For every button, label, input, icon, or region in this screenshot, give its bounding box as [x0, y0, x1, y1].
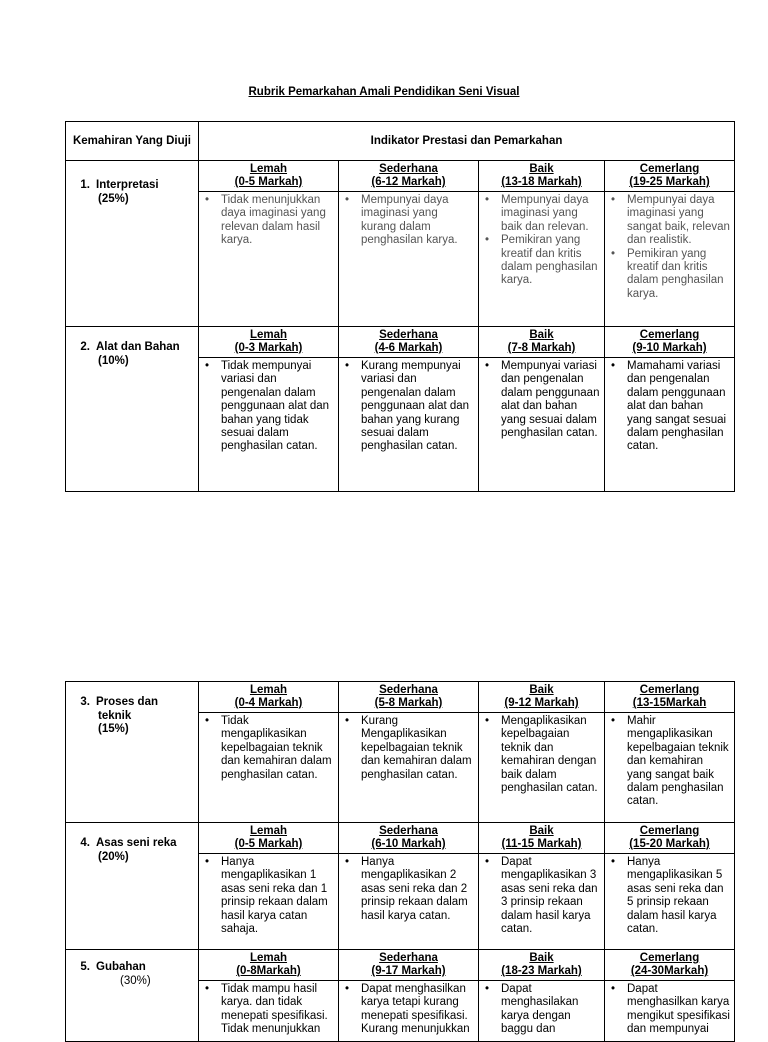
document-title: Rubrik Pemarkahan Amali Pendidikan Seni Visual — [248, 86, 520, 98]
level-row — [66, 682, 735, 713]
description-cemerlang — [605, 981, 735, 1042]
description-baik — [479, 981, 605, 1042]
level-header-baik: Baik (7-8 Markah) — [479, 327, 605, 358]
description-item: • Mempunyai daya imaginasi yang sangat baik, relevan dan realistik. — [608, 194, 730, 248]
description-item: • Pemikiran yang kreatif dan kritis dalam penghasilan karya. — [482, 234, 600, 288]
skill-name: Alat dan Bahan — [96, 341, 180, 353]
description-item: • Dapat menghasilkan karya tetapi kurang menepati spesifikasi. Kurang menunjukkan — [342, 983, 474, 1037]
skill-number: 4. — [80, 837, 90, 849]
description-cemerlang — [605, 854, 735, 950]
level-header-lemah: Lemah (0-8Markah) — [199, 950, 339, 981]
skill-cell — [66, 161, 199, 327]
skill-number: 3. — [80, 696, 90, 708]
level-header-cemerlang: Cemerlang (13-15Markah — [605, 682, 735, 713]
level-header-lemah: Lemah (0-4 Markah) — [199, 682, 339, 713]
description-item: • Hanya mengaplikasikan 2 asas seni reka dan 2 prinsip rekaan dalam hasil karya catan. — [342, 856, 474, 923]
description-sederhana — [339, 713, 479, 823]
description-lemah — [199, 358, 339, 492]
skill-cell — [66, 950, 199, 1042]
level-header-cemerlang: Cemerlang (15-20 Markah) — [605, 823, 735, 854]
description-item: • Tidak mampu hasil karya. dan tidak menepati spesifikasi. Tidak menunjukkan — [202, 983, 334, 1037]
rubric-table-1 — [65, 121, 735, 492]
level-header-lemah: Lemah (0-5 Markah) — [199, 161, 339, 192]
description-item: • Mempunyai variasi dan pengenalan dalam penggunaan alat dan bahan yang sesuai dalam penghasilan catan. — [482, 360, 600, 440]
description-item: • Dapat mengaplikasikan 3 asas seni reka dan 3 prinsip rekaan dalam hasil karya catan. — [482, 856, 600, 936]
skill-name: Interpretasi — [96, 179, 159, 191]
skill-name: Proses dan — [96, 696, 158, 708]
rubric-table-2 — [65, 681, 735, 1042]
level-header-cemerlang: Cemerlang (19-25 Markah) — [605, 161, 735, 192]
description-lemah — [199, 713, 339, 823]
skill-name: Gubahan — [96, 961, 146, 973]
description-cemerlang — [605, 358, 735, 492]
description-cemerlang — [605, 713, 735, 823]
skill-number: 1. — [80, 179, 90, 191]
skill-cell — [66, 823, 199, 950]
skill-weight: (30%) — [120, 974, 151, 987]
skill-weight: (25%) — [98, 192, 129, 205]
level-header-sederhana: Sederhana (5-8 Markah) — [339, 682, 479, 713]
level-header-cemerlang: Cemerlang (24-30Markah) — [605, 950, 735, 981]
level-header-cemerlang: Cemerlang (9-10 Markah) — [605, 327, 735, 358]
description-item: • Tidak mengaplikasikan kepelbagaian teknik dan kemahiran dalam penghasilan catan. — [202, 715, 334, 782]
description-item: • Hanya mengaplikasikan 5 asas seni reka dan 5 prinsip rekaan dalam hasil karya catan. — [608, 856, 730, 936]
description-item: • Hanya mengaplikasikan 1 asas seni reka dan 1 prinsip rekaan dalam hasil karya catan sahaja. — [202, 856, 334, 936]
description-sederhana — [339, 358, 479, 492]
level-header-lemah: Lemah (0-3 Markah) — [199, 327, 339, 358]
description-item: • Mempunyai daya imaginasi yang kurang dalam penghasilan karya. — [342, 194, 474, 248]
description-item: • Mempunyai daya imaginasi yang baik dan relevan. — [482, 194, 600, 234]
description-lemah — [199, 192, 339, 327]
description-item: • Dapat menghasilkan karya mengikut spesifikasi dan mempunyai — [608, 983, 730, 1037]
description-item: • Dapat menghasilakan karya dengan baggu dan — [482, 983, 600, 1037]
header-indicator: Indikator Prestasi dan Pemarkahan — [199, 122, 735, 161]
description-item: • Kurang Mengaplikasikan kepelbagaian teknik dan kemahiran dalam penghasilan catan. — [342, 715, 474, 782]
skill-number: 2. — [80, 341, 90, 353]
description-baik — [479, 854, 605, 950]
skill-name-line2: teknik — [98, 709, 132, 722]
description-item: • Tidak mempunyai variasi dan pengenalan dalam penggunaan alat dan bahan yang tidak sesuai dalam penghasilan catan. — [202, 360, 334, 454]
skill-name: Asas seni reka — [96, 837, 177, 849]
level-row — [66, 327, 735, 358]
header-skill: Kemahiran Yang Diuji — [66, 122, 199, 161]
description-sederhana — [339, 981, 479, 1042]
description-baik — [479, 192, 605, 327]
skill-weight: (10%) — [98, 354, 129, 367]
skill-cell — [66, 682, 199, 823]
description-cemerlang — [605, 192, 735, 327]
table-header-row — [66, 122, 735, 161]
description-sederhana — [339, 192, 479, 327]
skill-weight: (15%) — [98, 723, 129, 735]
description-lemah — [199, 981, 339, 1042]
level-header-baik: Baik (18-23 Markah) — [479, 950, 605, 981]
level-row — [66, 161, 735, 192]
skill-cell — [66, 327, 199, 492]
level-header-sederhana: Sederhana (9-17 Markah) — [339, 950, 479, 981]
description-item: • Mahir mengaplikasikan kepelbagaian teknik dan kemahiran yang sangat baik dalam penghasilan catan. — [608, 715, 730, 809]
level-header-lemah: Lemah (0-5 Markah) — [199, 823, 339, 854]
description-item: • Mengaplikasikan kepelbagaian teknik dan kemahiran dengan baik dalam penghasilan catan. — [482, 715, 600, 795]
level-row — [66, 950, 735, 981]
description-sederhana — [339, 854, 479, 950]
skill-weight: (20%) — [98, 850, 129, 863]
level-header-sederhana: Sederhana (6-10 Markah) — [339, 823, 479, 854]
description-lemah — [199, 854, 339, 950]
level-header-sederhana: Sederhana (6-12 Markah) — [339, 161, 479, 192]
level-row — [66, 823, 735, 854]
description-baik — [479, 713, 605, 823]
description-item: • Tidak menunjukkan daya imaginasi yang relevan dalam hasil karya. — [202, 194, 334, 248]
description-item: • Kurang mempunyai variasi dan pengenalan dalam penggunaan alat dan bahan yang kurang sesuai dalam penghasilan catan. — [342, 360, 474, 454]
level-header-baik: Baik (9-12 Markah) — [479, 682, 605, 713]
description-item: • Pemikiran yang kreatif dan kritis dalam penghasilan karya. — [608, 248, 730, 302]
level-header-sederhana: Sederhana (4-6 Markah) — [339, 327, 479, 358]
description-baik — [479, 358, 605, 492]
skill-number: 5. — [80, 961, 90, 973]
level-header-baik: Baik (11-15 Markah) — [479, 823, 605, 854]
description-item: • Mamahami variasi dan pengenalan dalam penggunaan alat dan bahan yang sangat sesuai dalam penghasilan catan. — [608, 360, 730, 454]
level-header-baik: Baik (13-18 Markah) — [479, 161, 605, 192]
